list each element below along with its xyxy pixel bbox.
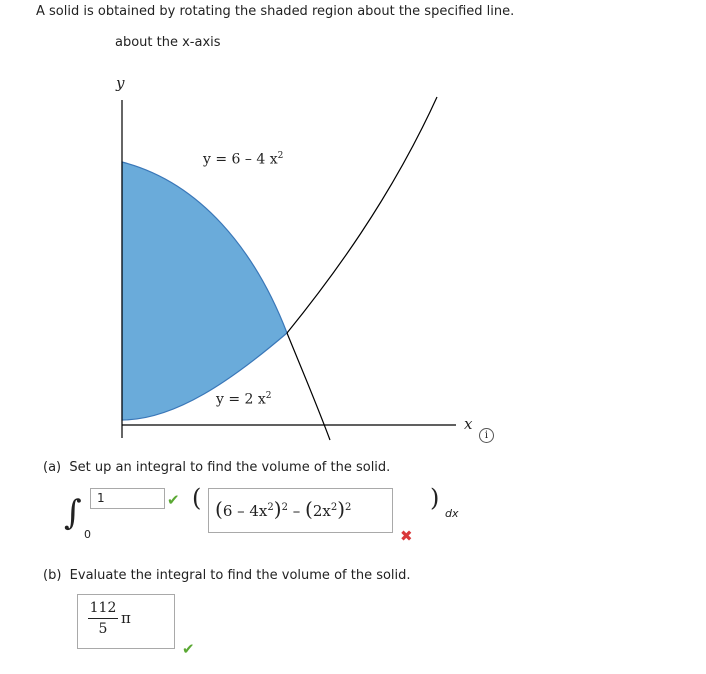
integral-sign-icon: ∫	[64, 493, 82, 533]
integrand-expression: $(6 - 4x^2)^2 - (2x^2)^2$	[215, 497, 352, 521]
axis-of-rotation: about the x-axis	[115, 35, 221, 50]
pi-symbol: π	[121, 609, 131, 627]
upper-limit-value: 1	[97, 491, 105, 505]
integrand-cross-icon: ✖	[400, 527, 413, 545]
info-icon[interactable]: i	[479, 428, 494, 443]
answer-denominator: 5	[98, 621, 108, 637]
curve-top-label: y = 6 – 4 $x^2$	[203, 151, 284, 168]
part-b-text: (b) Evaluate the integral to find the volume of the solid.	[43, 568, 411, 583]
upper-limit-check-icon: ✔	[167, 491, 180, 509]
x-axis-label: x	[464, 415, 473, 433]
part-a-text: (a) Set up an integral to find the volume of the solid.	[43, 460, 391, 475]
y-axis-label: y	[116, 74, 125, 92]
curve-bottom-label: y = 2 $x^2$	[216, 391, 272, 408]
upper-limit-input[interactable]	[90, 488, 165, 509]
dx-label: dx	[445, 507, 459, 520]
outer-paren-close: )	[430, 484, 440, 512]
shaded-region	[122, 162, 287, 420]
question-prompt: A solid is obtained by rotating the shaded region about the specified line.	[36, 4, 515, 19]
outer-paren-open: (	[192, 484, 202, 512]
volume-check-icon: ✔	[182, 640, 195, 658]
lower-limit: 0	[84, 528, 91, 541]
volume-answer-input[interactable]	[77, 594, 175, 649]
fraction-bar	[88, 618, 118, 619]
curve-bottom	[287, 97, 437, 333]
integrand-input[interactable]	[208, 488, 393, 533]
curve-top	[287, 333, 330, 440]
answer-numerator: 112	[89, 600, 117, 616]
